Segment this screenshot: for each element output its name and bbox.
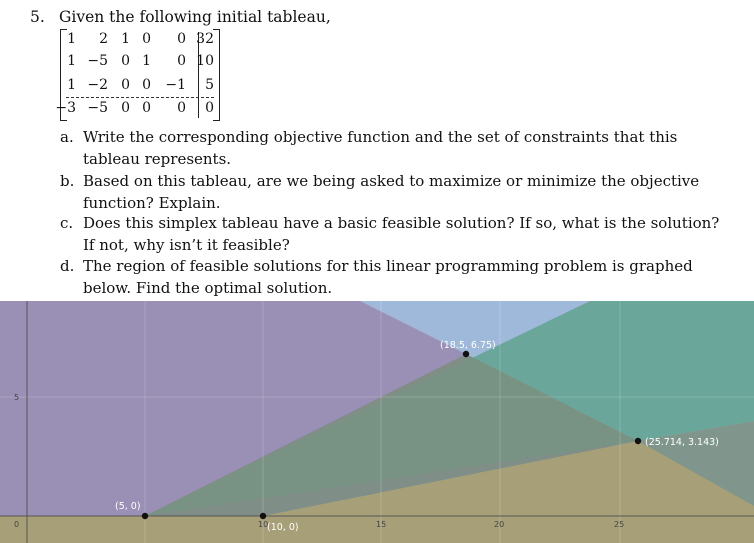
tableau-cell: 0 — [177, 31, 186, 47]
tableau-cell: 0 — [142, 100, 151, 116]
tableau-cell: 0 — [177, 100, 186, 116]
tableau-cell: 2 — [99, 31, 108, 47]
tableau-cell: 1 — [67, 31, 76, 47]
part-text: Does this simplex tableau have a basic feasible solution? If so, what is the solution? If not, why isn’t it feasible? — [83, 214, 720, 254]
y-tick-label: 5 — [14, 393, 20, 402]
x-tick-label: 15 — [376, 520, 387, 529]
tableau-cell: 1 — [142, 53, 151, 69]
tableau-cell: 0 — [121, 77, 130, 93]
part-letter: a. — [60, 128, 74, 146]
tableau-row — [60, 77, 220, 99]
tableau-cell: 10 — [196, 53, 214, 69]
feasible-region-graph — [0, 301, 754, 543]
tableau-cell: 32 — [196, 31, 214, 47]
tableau-cell: 0 — [142, 77, 151, 93]
graph-canvas — [0, 301, 754, 543]
tableau-cell: 5 — [205, 77, 214, 93]
part-text: Write the corresponding objective function and the set of constraints that this tableau represents. — [83, 128, 678, 168]
tableau-cell: 0 — [121, 53, 130, 69]
tableau-cell: −2 — [87, 77, 108, 93]
tableau-row — [55, 100, 220, 122]
vertex-label: (10, 0) — [267, 522, 299, 533]
x-tick-label: 25 — [614, 520, 625, 529]
tableau-cell: 1 — [67, 77, 76, 93]
tableau-cell: 0 — [121, 100, 130, 116]
x-tick-label: 20 — [494, 520, 505, 529]
x-tick-label: 10 — [258, 520, 269, 529]
part-text: The region of feasible solutions for this linear programming problem is graphed below. Find the optimal solution. — [83, 257, 693, 297]
vertex-point — [260, 513, 266, 519]
tableau-cell: −3 — [55, 100, 76, 116]
tableau-cell: 0 — [142, 31, 151, 47]
part-b — [60, 171, 740, 215]
question-number: 5. — [30, 8, 45, 26]
part-letter: c. — [60, 214, 74, 232]
tableau-cell: 0 — [177, 53, 186, 69]
part-d — [60, 256, 740, 300]
tableau-cell: −1 — [165, 77, 186, 93]
vertex-point — [635, 438, 641, 444]
vertex-point — [142, 513, 148, 519]
part-text: Based on this tableau, are we being asked to maximize or minimize the objective function? Explain. — [83, 172, 700, 212]
tableau-cell: 1 — [67, 53, 76, 69]
vertex-label: (25.714, 3.143) — [645, 437, 719, 448]
tableau-cell: 0 — [205, 100, 214, 116]
vertex-label: (5, 0) — [115, 501, 141, 512]
part-c — [60, 213, 740, 257]
question-prompt: Given the following initial tableau, — [59, 8, 331, 26]
part-letter: b. — [60, 172, 75, 190]
tableau-cell: −5 — [87, 100, 108, 116]
tableau-cell: −5 — [87, 53, 108, 69]
tableau-row — [60, 31, 220, 53]
simplex-tableau — [55, 29, 220, 121]
tableau-cell: 1 — [121, 31, 130, 47]
x-tick-label: 0 — [14, 520, 20, 529]
tableau-row — [60, 53, 220, 75]
vertex-label: (18.5, 6.75) — [440, 340, 496, 351]
vertex-point — [463, 351, 469, 357]
part-letter: d. — [60, 257, 75, 275]
part-a — [60, 127, 740, 171]
